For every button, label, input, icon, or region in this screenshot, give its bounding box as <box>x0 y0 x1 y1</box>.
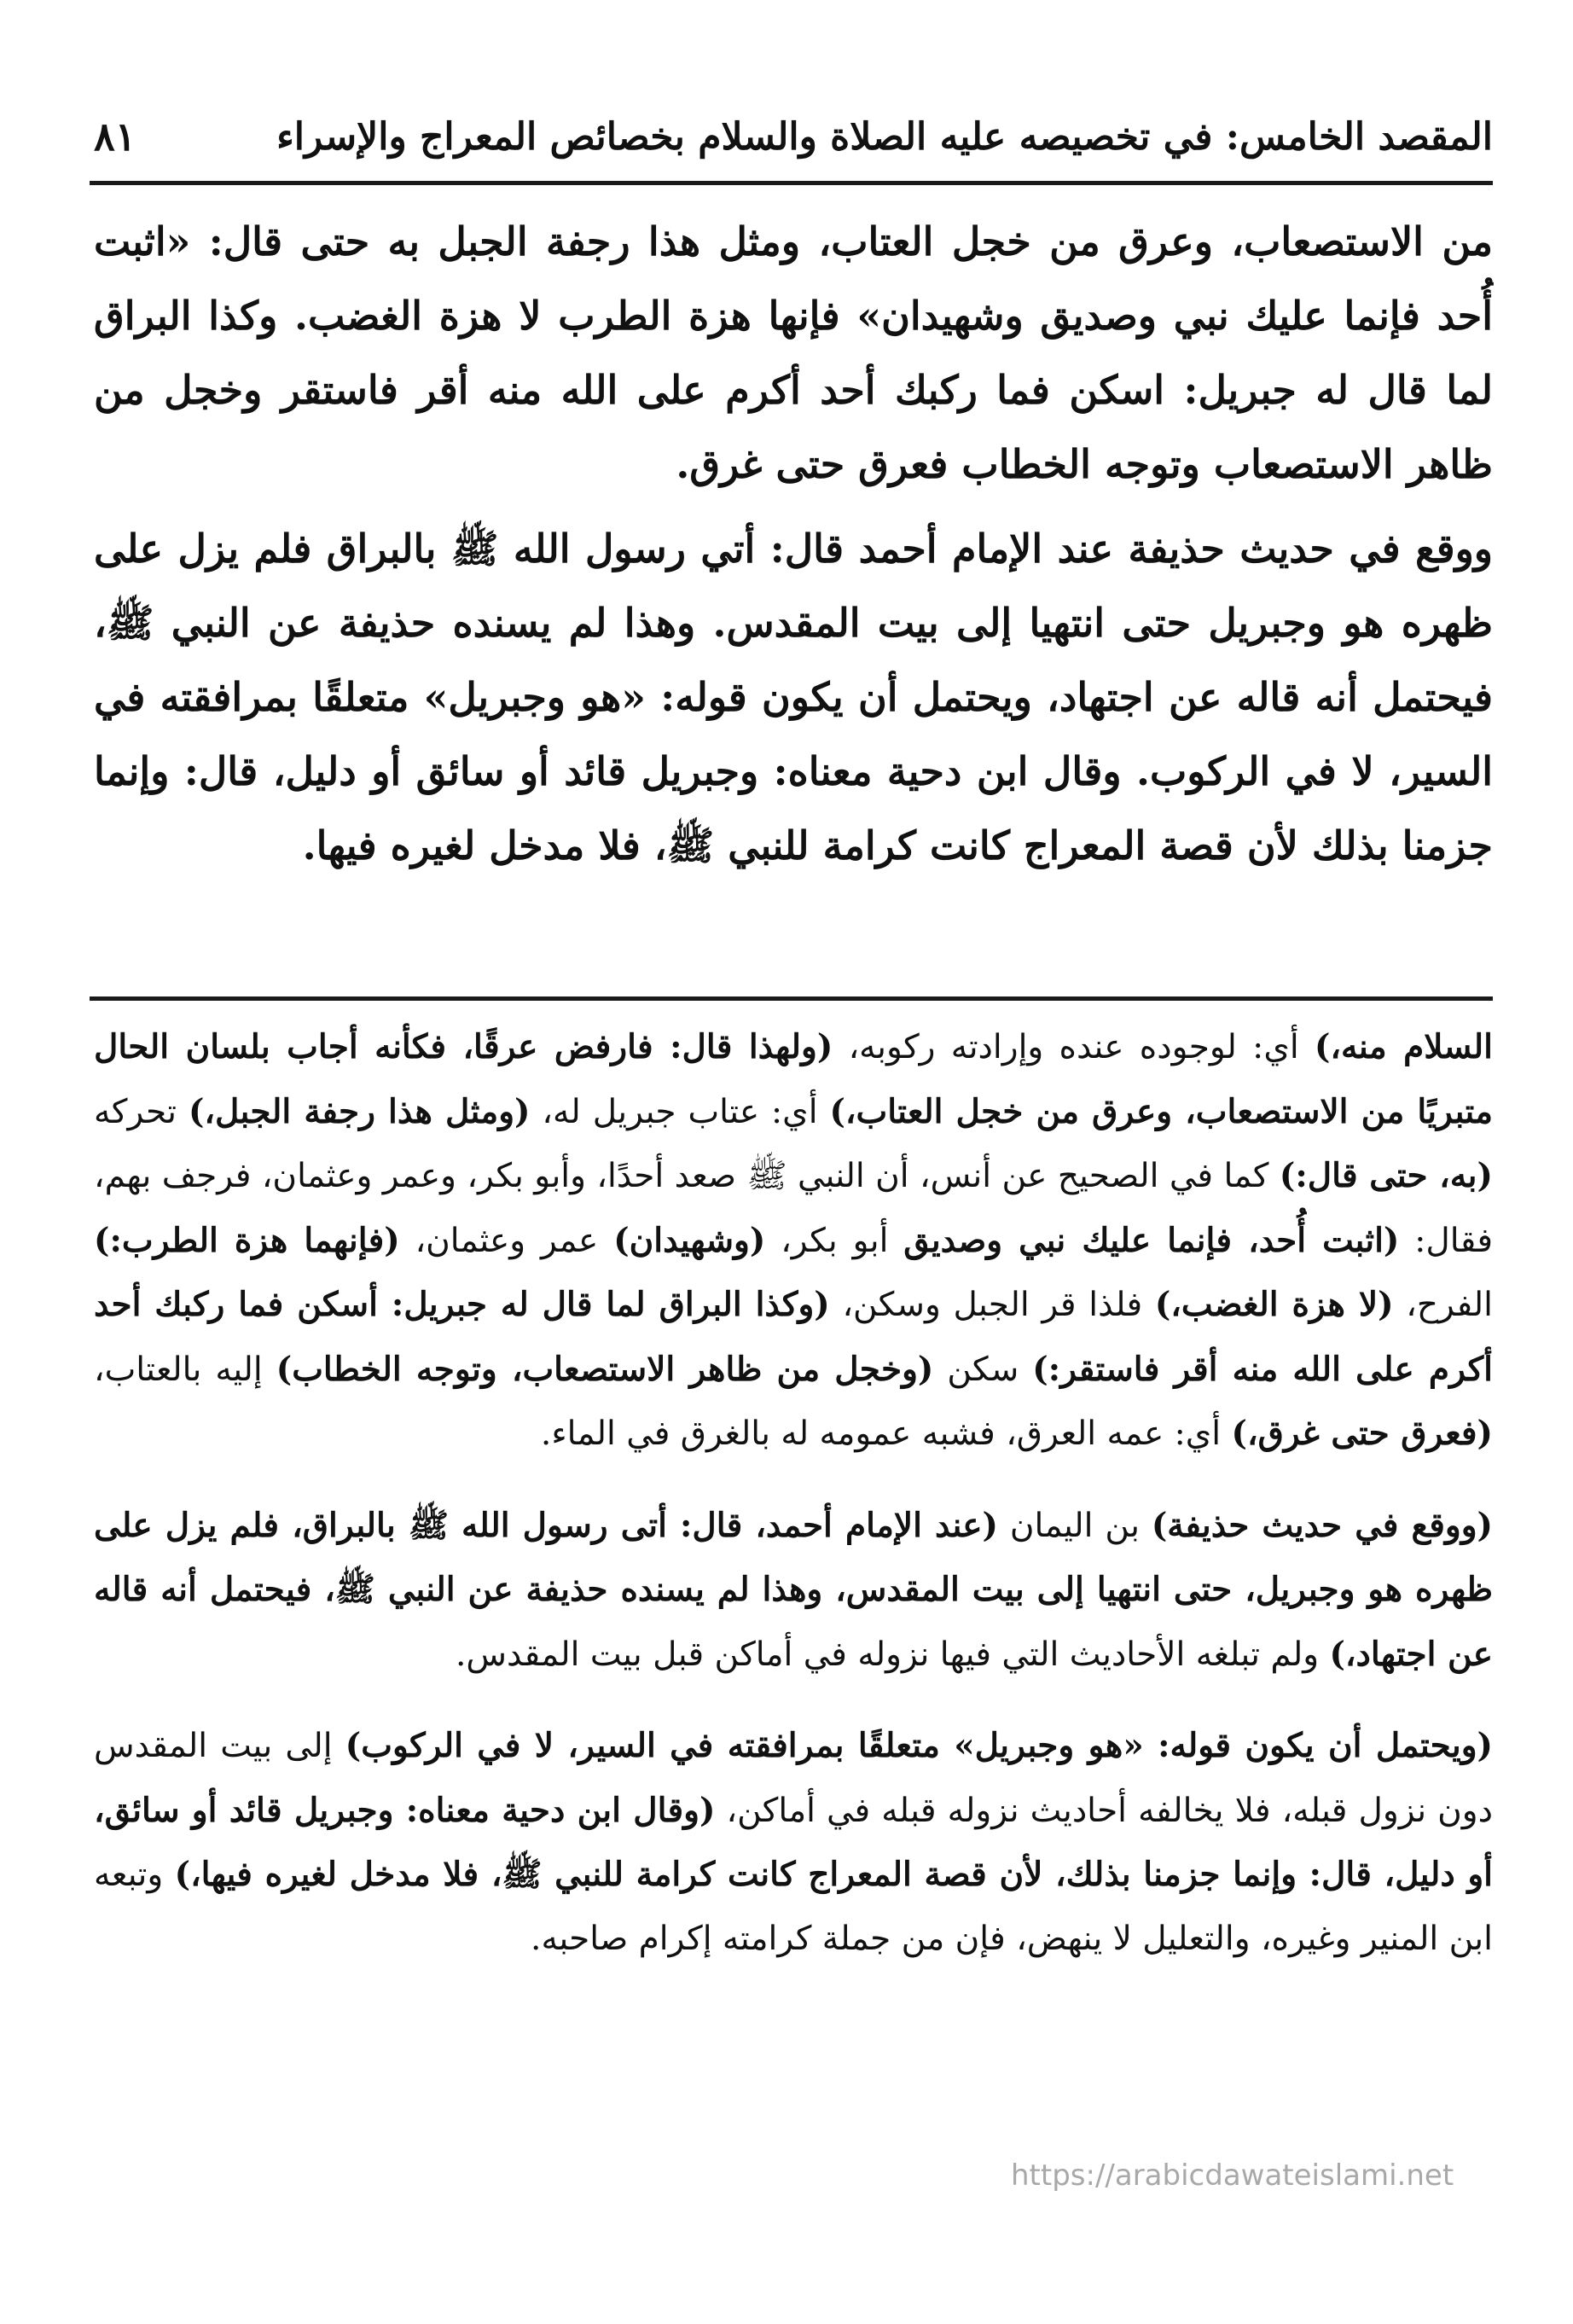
commentary-segment: أي: عتاب جبريل له، <box>530 1092 830 1131</box>
commentary-segment: فلذا قر الجبل وسكن، <box>829 1286 1155 1324</box>
quoted-matn-segment: (وخجل من ظاهر الاستصعاب، وتوجه الخطاب) <box>276 1349 934 1389</box>
commentary-segment: سكن <box>933 1350 1033 1389</box>
quoted-matn-segment: (فإنهما هزة الطرب:) <box>94 1220 400 1260</box>
section-divider <box>90 996 1493 1001</box>
commentary-paragraph-1 <box>94 1015 1493 1467</box>
quoted-matn-segment: (اثبت أُحد، فإنما عليك نبي وصديق <box>903 1220 1400 1260</box>
commentary-segment: أي: لوجوده عنده وإرادته ركوبه، <box>833 1028 1315 1066</box>
quoted-matn-segment: (به، حتى قال:) <box>1279 1156 1493 1195</box>
quoted-matn-segment: السلام منه،) <box>1314 1027 1493 1066</box>
quoted-matn-segment: (ومثل هذا رجفة الجبل،) <box>188 1091 531 1131</box>
quoted-matn-segment: (ووقع في حديث حذيفة) <box>1151 1505 1493 1545</box>
commentary-segment: ولم تبلغه الأحاديث التي فيها نزوله في أماكن قبل بيت المقدس. <box>455 1635 1330 1674</box>
header-rule <box>90 181 1493 185</box>
commentary <box>94 1015 1493 1998</box>
commentary-segment: بن اليمان <box>998 1506 1152 1545</box>
quoted-matn-segment: (وشهيدان) <box>613 1220 766 1260</box>
commentary-paragraph-2 <box>94 1494 1493 1688</box>
quoted-matn-segment: (وكذا البراق لما قال له جبريل: أسكن فما ركبك أحد أكرم على الله منه أقر فاستقر:) <box>94 1285 1493 1389</box>
commentary-paragraph-3 <box>94 1714 1493 1971</box>
running-head: المقصد الخامس: في تخصيصه عليه الصلاة والسلام بخصائص المعراج والإسراء <box>276 114 1493 159</box>
page-header <box>94 107 1493 166</box>
commentary-segment: وتبعه ابن المنير وغيره، والتعليل لا ينهض، فإن من جملة كرامته إكرام صاحبه. <box>94 1856 1493 1958</box>
commentary-segment: تحركه <box>94 1092 189 1131</box>
quoted-matn-segment: (ولهذا قال: فارفض عرقًا، فكأنه أجاب بلسان الحال متبريًا من الاستصعاب، وعرق من خجل العتاب،) <box>94 1027 1494 1131</box>
main-text <box>94 205 1493 893</box>
quoted-matn-segment: (فعرق حتى غرق،) <box>1231 1414 1493 1453</box>
site-watermark: https://arabicdawateislami.net <box>1011 2158 1454 2193</box>
quoted-matn-segment: (وقال ابن دحية معناه: وجبريل قائد أو سائق، أو دليل، قال: وإنما جزمنا بذلك، لأن قصة المعراج كانت كرامة للنبي ﷺ، فلا مدخل لغيره فيها،) <box>94 1790 1494 1894</box>
quoted-matn-segment: (عند الإمام أحمد، قال: أتى رسول الله ﷺ بالبراق، فلم يزل على ظهره هو وجبريل، حتى انتهيا إلى بيت المقدس، وهذا لم يسنده حذيفة عن النبي ﷺ، فيحتمل أنه قاله عن اجتهاد،) <box>94 1505 1493 1674</box>
commentary-segment: أبو بكر، <box>765 1221 904 1260</box>
commentary-segment: أي: عمه العرق، فشبه عمومه له بالغرق في الماء. <box>540 1415 1232 1453</box>
quoted-matn-segment: (ويحتمل أن يكون قوله: «هو وجبريل» متعلقًا بمرافقته في السير، لا في الركوب) <box>345 1726 1493 1765</box>
commentary-segment: إلى بيت المقدس دون نزول قبله، فلا يخالفه أحاديث نزوله قبله في أماكن، <box>94 1727 1493 1830</box>
page-number: ٨١ <box>94 113 136 160</box>
quoted-matn-segment: (لا هزة الغضب،) <box>1154 1285 1394 1324</box>
commentary-segment: إليه بالعتاب، <box>94 1350 276 1389</box>
commentary-segment: الفرح، <box>1393 1286 1494 1324</box>
commentary-segment: كما في الصحيح عن أنس، أن النبي ﷺ صعد أحدًا، وأبو بكر، وعمر وعثمان، فرجف بهم، فقال: <box>94 1157 1493 1260</box>
main-paragraph-1: من الاستصعاب، وعرق من خجل العتاب، ومثل هذا رجفة الجبل به حتى قال: «اثبت أُحد فإنما عليك نبي وصديق وشهيدان» فإنها هزة الطرب لا هزة الغضب. وكذا البراق لما قال له جبريل: اسكن فما ركبك أحد أكرم على الله منه أقر فاستقر وخجل من ظاهر الاستصعاب وتوجه الخطاب فعرق حتى غرق. <box>94 218 1493 487</box>
commentary-segment: عمر وعثمان، <box>399 1221 614 1260</box>
main-paragraph-2: ووقع في حديث حذيفة عند الإمام أحمد قال: أتي رسول الله ﷺ بالبراق فلم يزل على ظهره هو وجبريل حتى انتهيا إلى بيت المقدس. وهذا لم يسنده حذيفة عن النبي ﷺ، فيحتمل أنه قاله عن اجتهاد، ويحتمل أن يكون قوله: «هو وجبريل» متعلقًا بمرافقته في السير، لا في الركوب. وقال ابن دحية معناه: وجبريل قائد أو سائق أو دليل، قال: وإنما جزمنا بذلك لأن قصة المعراج كانت كرامة للنبي ﷺ، فلا مدخل لغيره فيها. <box>94 526 1493 869</box>
